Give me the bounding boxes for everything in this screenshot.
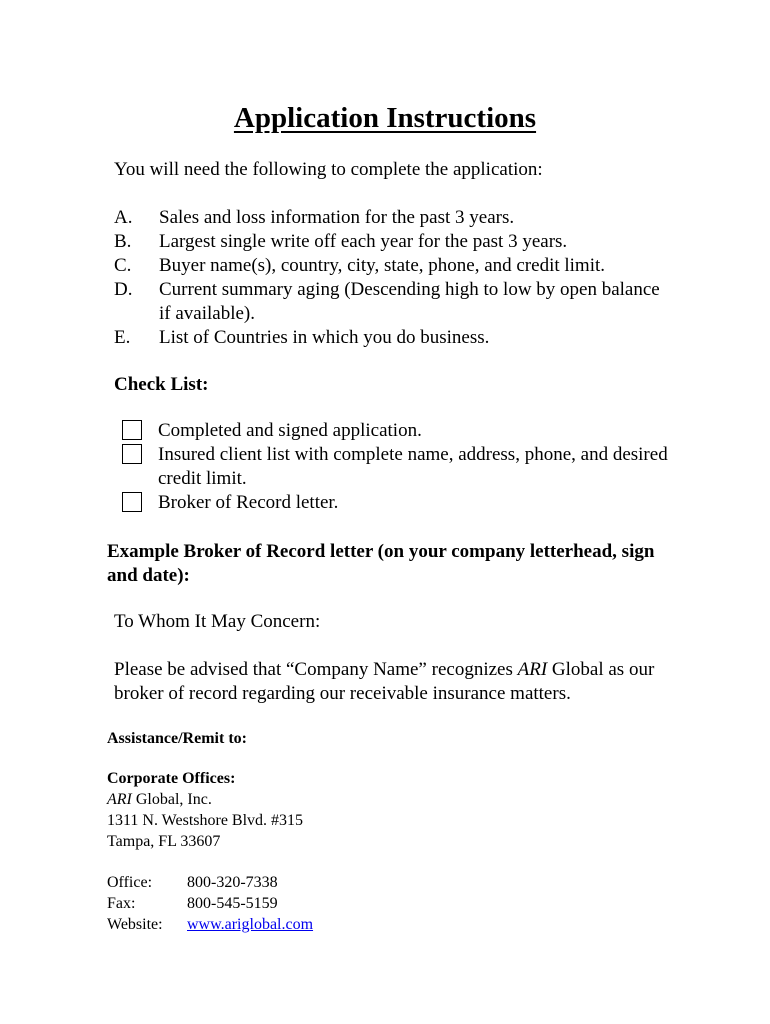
letter-body-end: Global as our broker of record regarding our receivable insurance matters.: [114, 659, 655, 704]
letter-body: [114, 658, 674, 706]
letter-body-start: Please be advised that “Company Name” recognizes: [114, 659, 518, 680]
checklist-checkbox[interactable]: [122, 492, 142, 512]
list-item-text: Buyer name(s), country, city, state, phone, and credit limit.: [159, 255, 606, 276]
list-item-letter: E.: [114, 327, 131, 348]
list-item-text: Sales and loss information for the past 3 years.: [159, 207, 515, 228]
checklist-item: [122, 419, 682, 443]
checklist-item-text: Insured client list with complete name, address, phone, and desired credit limit.: [158, 444, 668, 489]
requirements-list: [114, 206, 674, 350]
street-address: 1311 N. Westshore Blvd. #315: [107, 812, 304, 829]
company-name-rest: Global, Inc.: [131, 791, 212, 808]
list-item-letter: A.: [114, 207, 133, 228]
company-name: [107, 789, 303, 810]
checklist-item: [122, 491, 682, 515]
list-item-text: Largest single write off each year for the past 3 years.: [159, 231, 568, 252]
fax-label: Fax:: [107, 895, 136, 912]
checklist-item-text: Completed and signed application.: [158, 420, 422, 441]
corporate-offices-block: [107, 768, 303, 852]
list-item-letter: D.: [114, 279, 133, 300]
list-item-text: List of Countries in which you do business.: [159, 327, 490, 348]
checklist: [122, 419, 682, 515]
fax-number: 800-545-5159: [187, 895, 278, 912]
list-item: [114, 206, 674, 230]
company-abbrev: ARI: [107, 791, 132, 808]
list-item-text: Current summary aging (Descending high to low by open balance if available).: [159, 279, 660, 324]
contact-block: [107, 872, 313, 935]
list-item: [114, 254, 674, 278]
fax-row: [107, 893, 313, 914]
checklist-checkbox[interactable]: [122, 444, 142, 464]
list-item: [114, 326, 674, 350]
checklist-heading: Check List:: [114, 374, 209, 395]
city-state-zip: Tampa, FL 33607: [107, 833, 221, 850]
office-phone: 800-320-7338: [187, 874, 278, 891]
website-link[interactable]: www.ariglobal.com: [187, 916, 314, 933]
example-letter-heading: Example Broker of Record letter (on your company letterhead, sign and date):: [107, 541, 655, 586]
website-row: [107, 914, 313, 935]
intro-text: You will need the following to complete the application:: [114, 159, 543, 180]
company-abbrev: ARI: [517, 659, 548, 680]
checklist-checkbox[interactable]: [122, 420, 142, 440]
checklist-item-text: Broker of Record letter.: [158, 492, 339, 513]
list-item: [114, 278, 674, 326]
letter-salutation: To Whom It May Concern:: [114, 611, 321, 632]
list-item-letter: B.: [114, 231, 132, 252]
list-item: [114, 230, 674, 254]
corporate-offices-heading: Corporate Offices:: [107, 770, 236, 787]
list-item-letter: C.: [114, 255, 132, 276]
website-label: Website:: [107, 916, 163, 933]
page-title: Application Instructions: [233, 102, 537, 134]
checklist-item: [122, 443, 682, 491]
office-label: Office:: [107, 874, 153, 891]
assistance-heading: Assistance/Remit to:: [107, 730, 247, 747]
office-phone-row: [107, 872, 313, 893]
